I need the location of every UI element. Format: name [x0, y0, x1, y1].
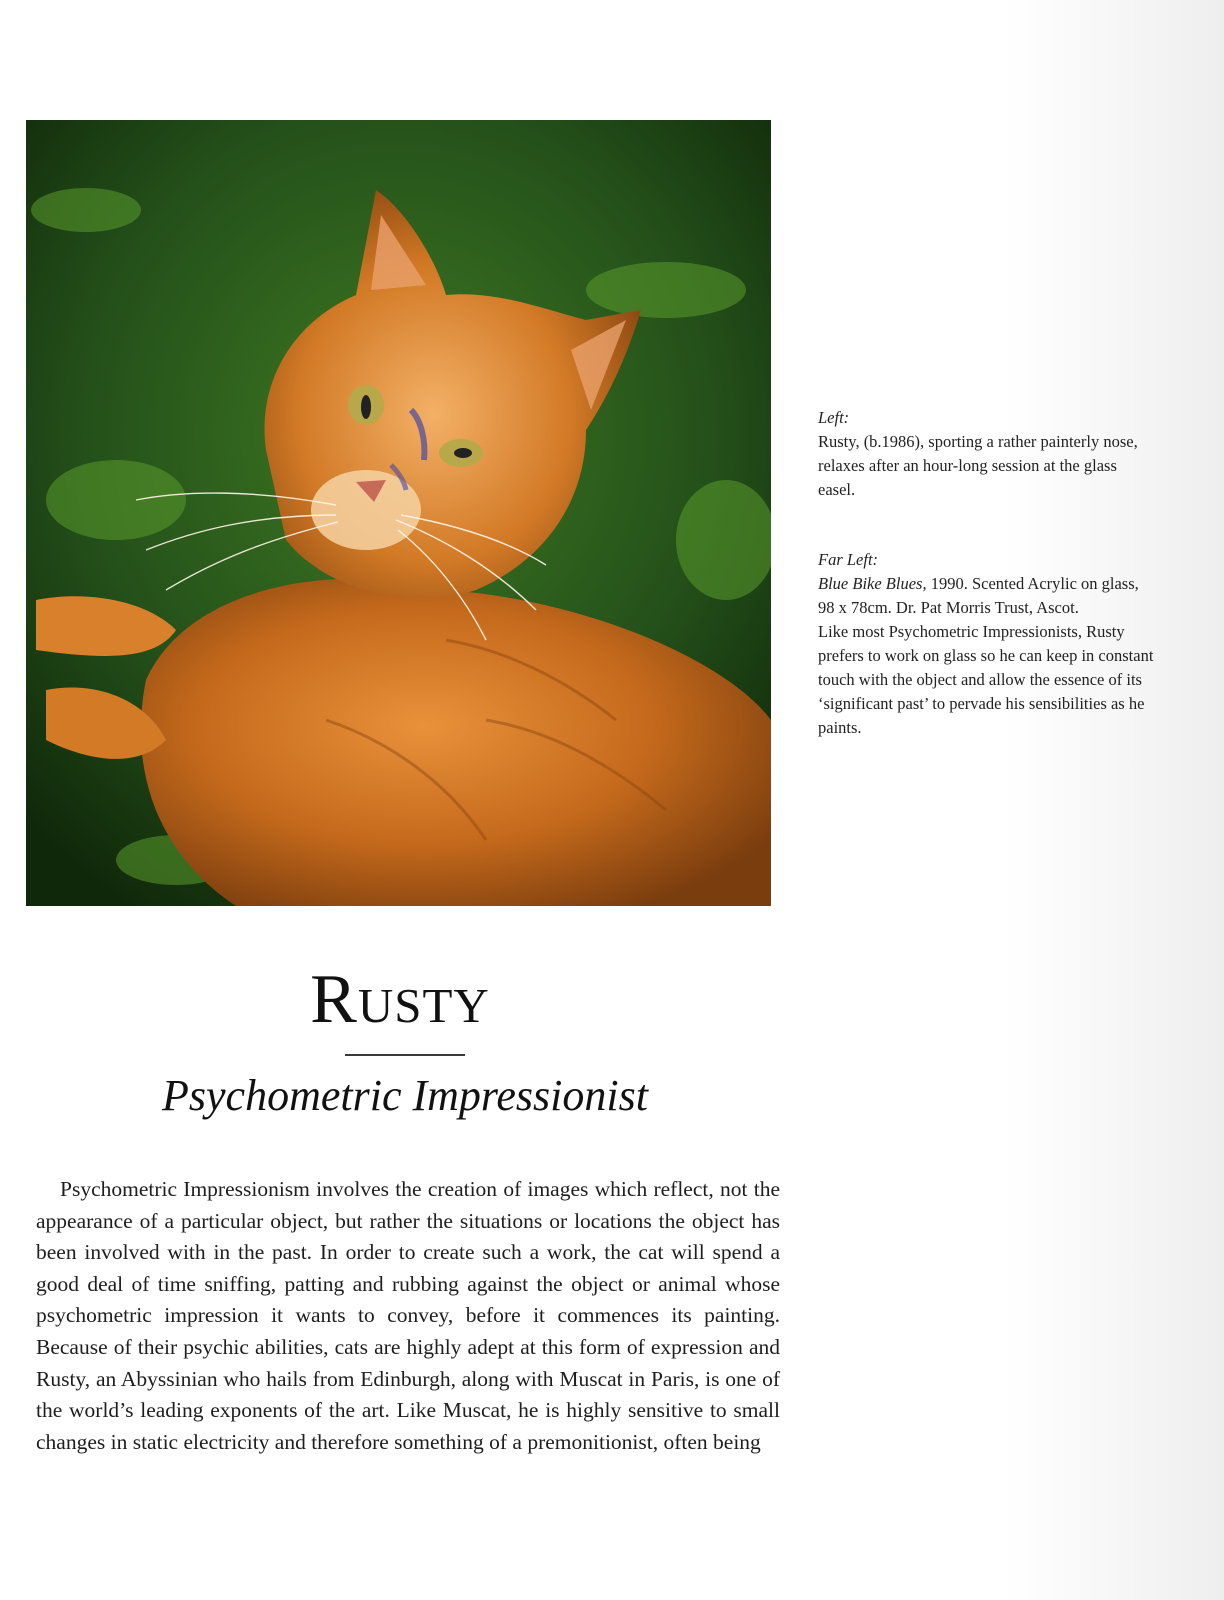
body-paragraph: Psychometric Impressionism involves the creation of images which reflect, not the appearance of a particular object, but rather the situations or locations the object has been involved with in the past. In order to create such a work, the cat will spend a good deal of time sniffing, patting and rubbing against the object or animal whose psychometric impression it wants to convey, before it commences its painting. Because of their psychic abilities, cats are highly adept at this form of expression and Rusty, an Abyssinian who hails from Edinburgh, along with Muscat in Paris, is one of the world’s leading exponents of the art. Like Muscat, he is highly sensitive to small changes in static electricity and therefore something of a premonitionist, often being	[36, 1177, 780, 1454]
cat-illustration	[26, 120, 771, 906]
cat-photo	[26, 120, 771, 906]
artwork-title: Blue Bike Blues,	[818, 574, 927, 593]
artwork-details: 1990. Scented Acrylic on glass, 98 x 78cm. Dr. Pat Morris Trust, Ascot.	[818, 574, 1139, 617]
caption-left	[818, 406, 1158, 502]
caption-left-text: Rusty, (b.1986), sporting a rather painterly nose, relaxes after an hour-long session at the glass easel.	[818, 432, 1138, 499]
caption-left-heading: Left:	[818, 408, 850, 427]
caption-far-left-details-line	[818, 574, 1139, 617]
title-divider	[345, 1054, 465, 1056]
photo-captions	[818, 406, 1158, 740]
page-title: Rusty	[310, 961, 490, 1038]
caption-far-left-heading: Far Left:	[818, 550, 879, 569]
page-subtitle: Psychometric Impressionist	[162, 1071, 648, 1120]
caption-far-left	[818, 548, 1158, 740]
caption-far-left-text: Like most Psychometric Impressionists, Rusty prefers to work on glass so he can keep in constant touch with the object and allow the essence of its ‘significant past’ to pervade his sensibilities as he paints.	[818, 622, 1154, 737]
